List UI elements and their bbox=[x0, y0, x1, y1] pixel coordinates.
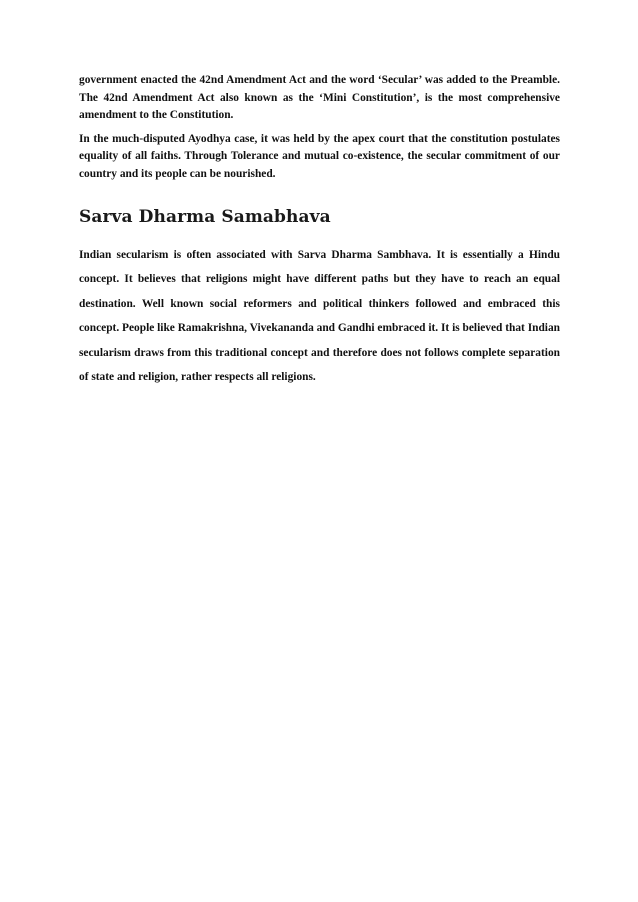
page-content bbox=[79, 72, 560, 389]
section-heading: Sarva Dharma Samabhava bbox=[79, 207, 331, 227]
paragraph-ayodhya-case: In the much-disputed Ayodhya case, it was held by the apex court that the constitution postulates equality of all faiths. Through Tolerance and mutual co-existence, the secular commitment of our country and its people can be nourished. bbox=[79, 132, 560, 180]
paragraph-sarva-dharma: Indian secularism is often associated with Sarva Dharma Sambhava. It is essentially a Hindu concept. It believes that religions might have different paths but they have to reach an equal destination. Well known social reformers and political thinkers followed and embraced this concept. People like Ramakrishna, Vivekananda and Gandhi embraced it. It is believed that Indian secularism draws from this traditional concept and therefore does not follows complete separation of state and religion, rather respects all religions. bbox=[79, 249, 560, 384]
paragraph-42nd-amendment: government enacted the 42nd Amendment Act and the word ‘Secular’ was added to the Preamble. The 42nd Amendment Act also known as the ‘Mini Constitution’, is the most comprehensive amendment to the Constitution. bbox=[79, 74, 560, 121]
